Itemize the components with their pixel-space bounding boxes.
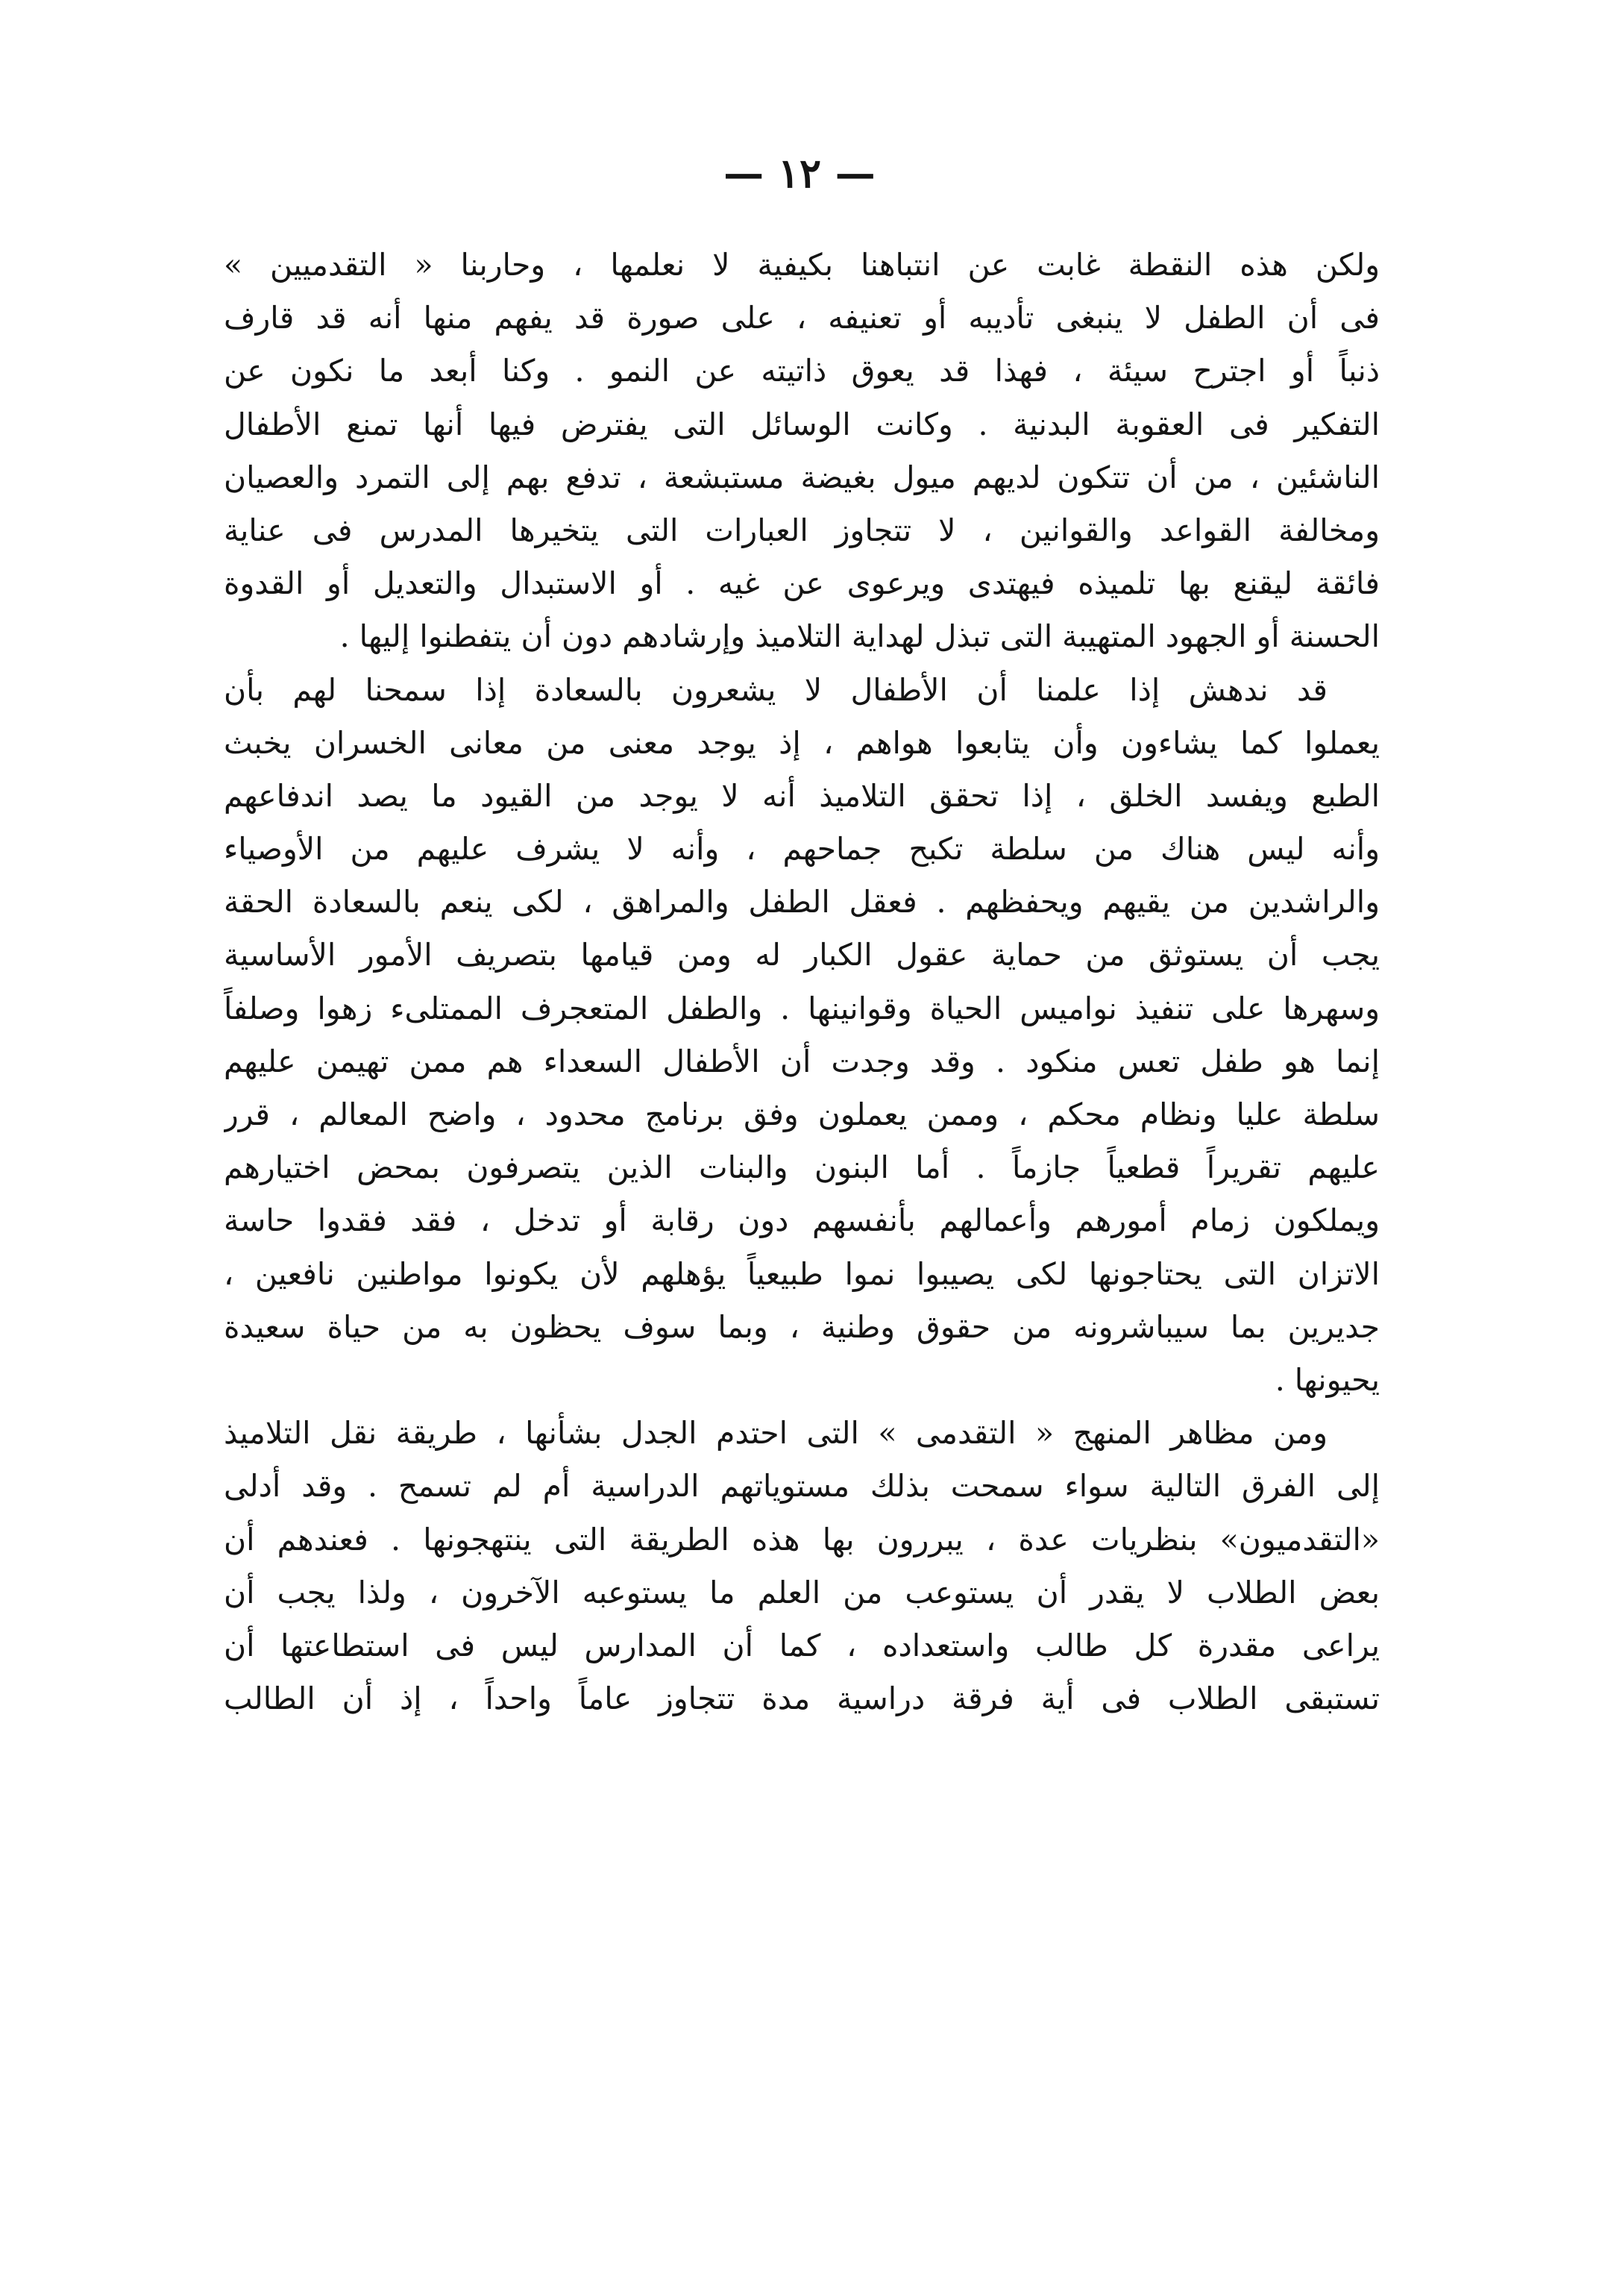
text-line: الحسنة أو الجهود المتهيبة التى تبذل لهداية التلاميذ وإرشادهم دون أن يتفطنوا إليها . — [339, 618, 1380, 655]
page-number: — ١٢ — — [723, 149, 876, 197]
text-line: إنما هو طفل تعس منكود . وقد وجدت أن الأطفال السعداء هم ممن تهيمن عليهم — [224, 1043, 1380, 1079]
text-line: عليهم تقريراً قطعياً جازماً . أما البنون والبنات الذين يتصرفون بمحض اختيارهم — [224, 1149, 1380, 1186]
text-line: تستبقى الطلاب فى أية فرقة دراسية مدة تتجاوز عاماً واحداً ، إذ أن الطالب — [224, 1681, 1380, 1717]
text-line: الاتزان التى يحتاجونها لكى يصيبوا نموا طبيعياً يؤهلهم لأن يكونوا مواطنين نافعين ، — [224, 1255, 1380, 1292]
text-line: جديرين بما سيباشرونه من حقوق وطنية ، وبما سوف يحظون به من حياة سعيدة — [224, 1308, 1380, 1345]
text-line: إلى الفرق التالية سواء سمحت بذلك مستوياتهم الدراسية أم لم تسمح . وقد أدلى — [224, 1468, 1380, 1505]
text-line: الطبع ويفسد الخلق ، إذا تحقق التلاميذ أنه لا يوجد من القيود ما يصد اندفاعهم — [224, 777, 1380, 814]
text-line: ولكن هذه النقطة غابت عن انتباهنا بكيفية لا نعلمها ، وحاربنا « التقدميين » — [224, 247, 1380, 283]
text-line: يعملوا كما يشاءون وأن يتابعوا هواهم ، إذ يوجد معنى من معانى الخسران يخبث — [224, 724, 1380, 761]
text-line: فى أن الطفل لا ينبغى تأديبه أو تعنيفه ، على صورة قد يفهم منها أنه قد قارف — [224, 300, 1380, 336]
text-line: «التقدميون» بنظريات عدة ، يبررون بها هذه الطريقة التى ينتهجونها . فعندهم أن — [224, 1521, 1380, 1558]
text-line: التفكير فى العقوبة البدنية . وكانت الوسائل التى يفترض فيها أنها تمنع الأطفال — [224, 406, 1380, 442]
text-line: فائقة ليقنع بها تلميذه فيهتدى ويرعوى عن غيه . أو الاستبدال والتعديل أو القدوة — [224, 565, 1380, 602]
text-line: وأنه ليس هناك من سلطة تكبح جماحهم ، وأنه لا يشرف عليهم من الأوصياء — [224, 831, 1380, 868]
text-line: قد ندهش إذا علمنا أن الأطفال لا يشعرون بالسعادة إذا سمحنا لهم بأن — [224, 671, 1328, 708]
text-line: سلطة عليا ونظام محكم ، وممن يعملون وفق برنامج محدود ، واضح المعالم ، قرر — [224, 1097, 1380, 1132]
text-line: وسهرها على تنفيذ نواميس الحياة وقوانينها . والطفل المتعجرف الممتلىء زهوا وصلفاً — [224, 990, 1380, 1026]
text-line: ذنباً أو اجترح سيئة ، فهذا قد يعوق ذاتيته عن النمو . وكنا أبعد ما نكون عن — [224, 353, 1380, 389]
text-line: يحيونها . — [1275, 1361, 1380, 1398]
text-line: الناشئين ، من أن تتكون لديهم ميول بغيضة مستبشعة ، تدفع بهم إلى التمرد والعصيان — [224, 459, 1380, 495]
text-line: ويملكون زمام أمورهم وأعمالهم بأنفسهم دون رقابة أو تدخل ، فقد فقدوا حاسة — [224, 1202, 1380, 1239]
body-text — [224, 239, 1380, 1725]
text-line: ومن مظاهر المنهج « التقدمى » التى احتدم الجدل بشأنها ، طريقة نقل التلاميذ — [224, 1415, 1328, 1452]
text-line: يراعى مقدرة كل طالب واستعداده ، كما أن المدارس ليس فى استطاعتها أن — [224, 1627, 1380, 1663]
text-line: ومخالفة القواعد والقوانين ، لا تتجاوز العبارات التى يتخيرها المدرس فى عناية — [224, 512, 1380, 548]
text-line: بعض الطلاب لا يقدر أن يستوعب من العلم ما يستوعبه الآخرون ، ولذا يجب أن — [224, 1574, 1380, 1610]
text-line: يجب أن يستوثق من حماية عقول الكبار له ومن قيامها بتصريف الأمور الأساسية — [224, 937, 1380, 973]
text-line: والراشدين من يقيهم ويحفظهم . فعقل الطفل والمراهق ، لكى ينعم بالسعادة الحقة — [224, 884, 1380, 920]
